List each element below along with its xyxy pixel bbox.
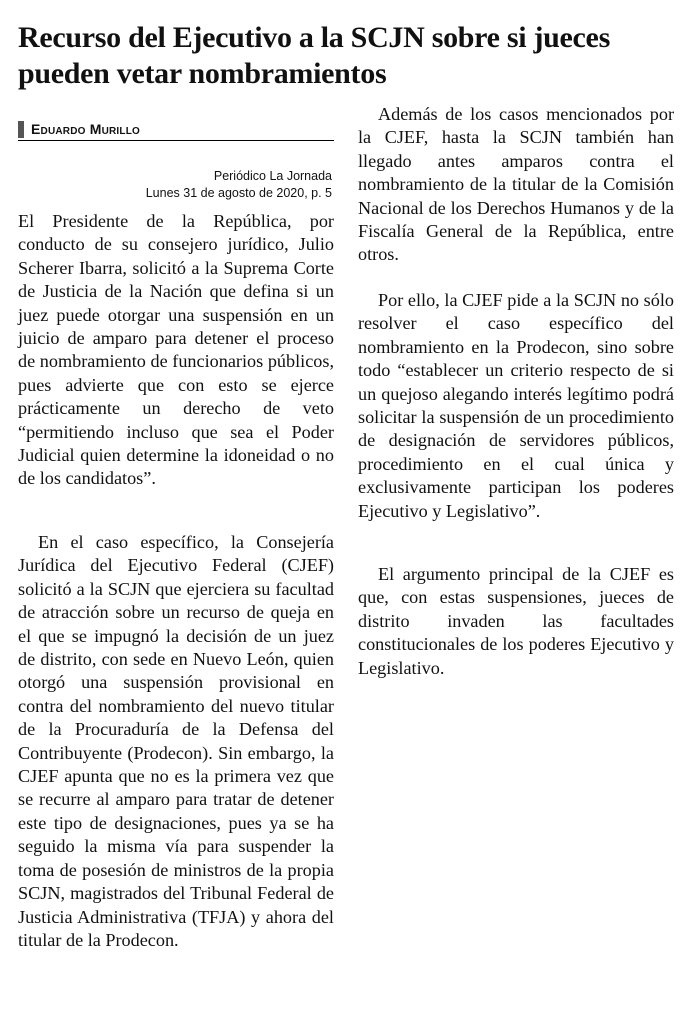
paragraph-2: En el caso específico, la Consejería Jurídica del Ejecutivo Federal (CJEF) solicitó a la SCJN que ejerciera su facultad de atracción sobre un recurso de queja en el que se impugnó la decisión de un juez de distrito, con sede en Nuevo León, quien otorgó una suspensión provisional en contra del nombramiento del nuevo titular de la Procuraduría de la Defensa del Contribuyente (Prodecon). Sin embargo, la CJEF apunta que no es la primera vez que se recurre al amparo para tratar de detener este tipo de designaciones, pues ya se ha seguido la misma vía para suspender la toma de posesión de ministros de la propia SCJN, magistrados del Tribunal Federal de Justicia Administrativa (TFJA) y ahora del titular de la Prodecon. [18, 532, 334, 950]
source-info [18, 168, 332, 202]
publication-date: Lunes 31 de agosto de 2020, p. 5 [145, 186, 332, 200]
paragraph-5: El argumento principal de la CJEF es que, con estas suspensiones, jueces de distrito invaden las facultades constitucionales de los poderes Ejecutivo y Legislativo. [358, 564, 674, 678]
article-headline: Recurso del Ejecutivo a la SCJN sobre si jueces pueden vetar nombramientos [18, 21, 610, 90]
paragraph-4: Por ello, la CJEF pide a la SCJN no sólo resolver el caso específico del nombramiento en la Prodecon, sino sobre todo “establecer un criterio respecto de si un quejoso alegando interés legítimo podrá solicitar la suspensión de un procedimiento de designación de servidores públicos, procedimiento en el cual única y exclusivamente participan los poderes Ejecutivo y Legislativo”. [358, 290, 674, 521]
byline [18, 120, 334, 141]
publication-name: Periódico La Jornada [213, 169, 332, 183]
byline-marker [18, 121, 24, 138]
author-name: Eduardo Murillo [31, 121, 140, 137]
paragraph-1: El Presidente de la República, por conducto de su consejero jurídico, Julio Scherer Ibarra, solicitó a la Suprema Corte de Justicia de la Nación que defina si un juez puede otorgar una suspensión en un juicio de amparo para detener el proceso de nombramiento de funcionarios públicos, pues advierte que con esto se ejerce prácticamente un derecho de veto “permitiendo incluso que sea el Poder Judicial quien determine la idoneidad o no de los candidatos”. [18, 211, 334, 489]
paragraph-3: Además de los casos mencionados por la CJEF, hasta la SCJN también han llegado antes amparos contra el nombramiento de la titular de la Comisión Nacional de los Derechos Humanos y de la Fiscalía General de la República, entre otros. [358, 104, 674, 265]
